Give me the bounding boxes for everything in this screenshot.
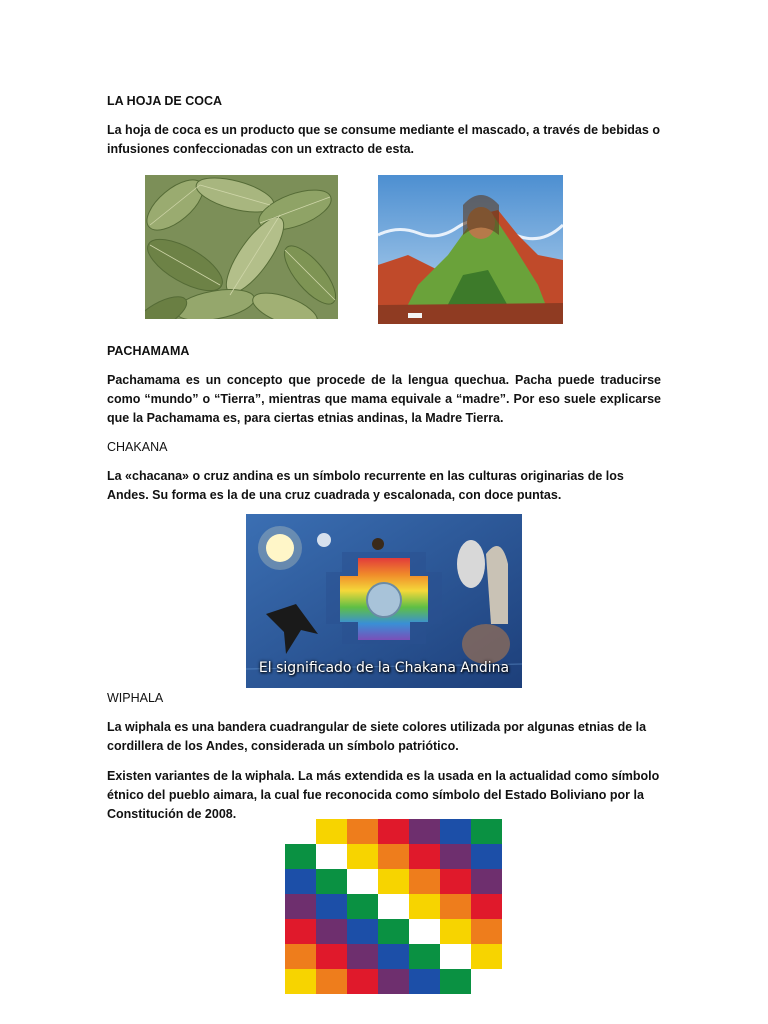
wiphala-cell bbox=[378, 969, 409, 994]
wiphala-cell bbox=[378, 844, 409, 869]
wiphala-cell bbox=[378, 869, 409, 894]
wiphala-cell bbox=[285, 944, 316, 969]
wiphala-cell bbox=[409, 819, 440, 844]
wiphala-cell bbox=[440, 844, 471, 869]
wiphala-cell bbox=[316, 869, 347, 894]
wiphala-cell bbox=[440, 944, 471, 969]
wiphala-cell bbox=[440, 969, 471, 994]
wiphala-cell bbox=[471, 944, 502, 969]
wiphala-cell bbox=[378, 894, 409, 919]
wiphala-cell bbox=[440, 919, 471, 944]
wiphala-cell bbox=[285, 869, 316, 894]
wiphala-cell bbox=[347, 819, 378, 844]
section-title-wiphala: WIPHALA bbox=[107, 691, 164, 705]
chakana-image-caption: El significado de la Chakana Andina bbox=[258, 660, 510, 676]
wiphala-cell bbox=[471, 819, 502, 844]
wiphala-cell bbox=[471, 869, 502, 894]
wiphala-cell bbox=[347, 869, 378, 894]
wiphala-cell bbox=[409, 894, 440, 919]
wiphala-cell bbox=[471, 894, 502, 919]
wiphala-cell bbox=[316, 894, 347, 919]
wiphala-cell bbox=[471, 844, 502, 869]
wiphala-cell bbox=[347, 844, 378, 869]
wiphala-cell bbox=[347, 894, 378, 919]
wiphala-cell bbox=[440, 894, 471, 919]
wiphala-cell bbox=[316, 819, 347, 844]
section-title-coca: LA HOJA DE COCA bbox=[107, 94, 223, 108]
wiphala-cell bbox=[285, 844, 316, 869]
wiphala-cell bbox=[347, 919, 378, 944]
wiphala-cell bbox=[409, 944, 440, 969]
paragraph-wiphala-1: La wiphala es una bandera cuadrangular de siete colores utilizada por algunas etnias de la cordillera de los Andes, considerada un símbolo patriótico. bbox=[107, 720, 647, 753]
wiphala-cell bbox=[347, 944, 378, 969]
wiphala-cell bbox=[316, 944, 347, 969]
wiphala-cell bbox=[285, 894, 316, 919]
wiphala-cell bbox=[347, 969, 378, 994]
pachamama-painting-image bbox=[378, 175, 563, 324]
wiphala-cell bbox=[471, 919, 502, 944]
paragraph-chakana: La «chacana» o cruz andina es un símbolo recurrente en las culturas originarias de los Andes. Su forma es la de una cruz cuadrada y escalonada, con doce puntas. bbox=[107, 469, 624, 502]
wiphala-cell bbox=[409, 844, 440, 869]
wiphala-flag-image bbox=[285, 819, 502, 994]
wiphala-cell bbox=[316, 844, 347, 869]
wiphala-cell bbox=[409, 869, 440, 894]
paragraph-coca: La hoja de coca es un producto que se consume mediante el mascado, a través de bebidas o infusiones confeccionadas con un extracto de esta. bbox=[107, 123, 660, 156]
coca-leaves-image bbox=[145, 175, 338, 319]
wiphala-cell bbox=[378, 819, 409, 844]
wiphala-cell bbox=[285, 919, 316, 944]
wiphala-cell bbox=[440, 869, 471, 894]
wiphala-cell bbox=[316, 969, 347, 994]
wiphala-cell bbox=[409, 919, 440, 944]
wiphala-cell bbox=[440, 819, 471, 844]
chakana-image bbox=[246, 514, 522, 688]
wiphala-cell bbox=[409, 969, 440, 994]
paragraph-pachamama: Pachamama es un concepto que procede de la lengua quechua. Pacha puede traducirse como “mundo” o “Tierra”, mientras que mama equivale a “madre”. Por eso suele explicarse que la Pachamama es, para ciertas etnias andinas, la Madre Tierra. bbox=[107, 373, 661, 425]
wiphala-cell bbox=[316, 919, 347, 944]
paragraph-wiphala-2: Existen variantes de la wiphala. La más extendida es la usada en la actualidad como símbolo étnico del pueblo aimara, la cual fue reconocida como símbolo del Estado Boliviano por la Constitución de 2008. bbox=[107, 769, 660, 821]
section-title-pachamama: PACHAMAMA bbox=[107, 344, 190, 358]
wiphala-cell bbox=[378, 919, 409, 944]
wiphala-cell bbox=[285, 969, 316, 994]
wiphala-cell bbox=[378, 944, 409, 969]
section-title-chakana: CHAKANA bbox=[107, 440, 168, 454]
